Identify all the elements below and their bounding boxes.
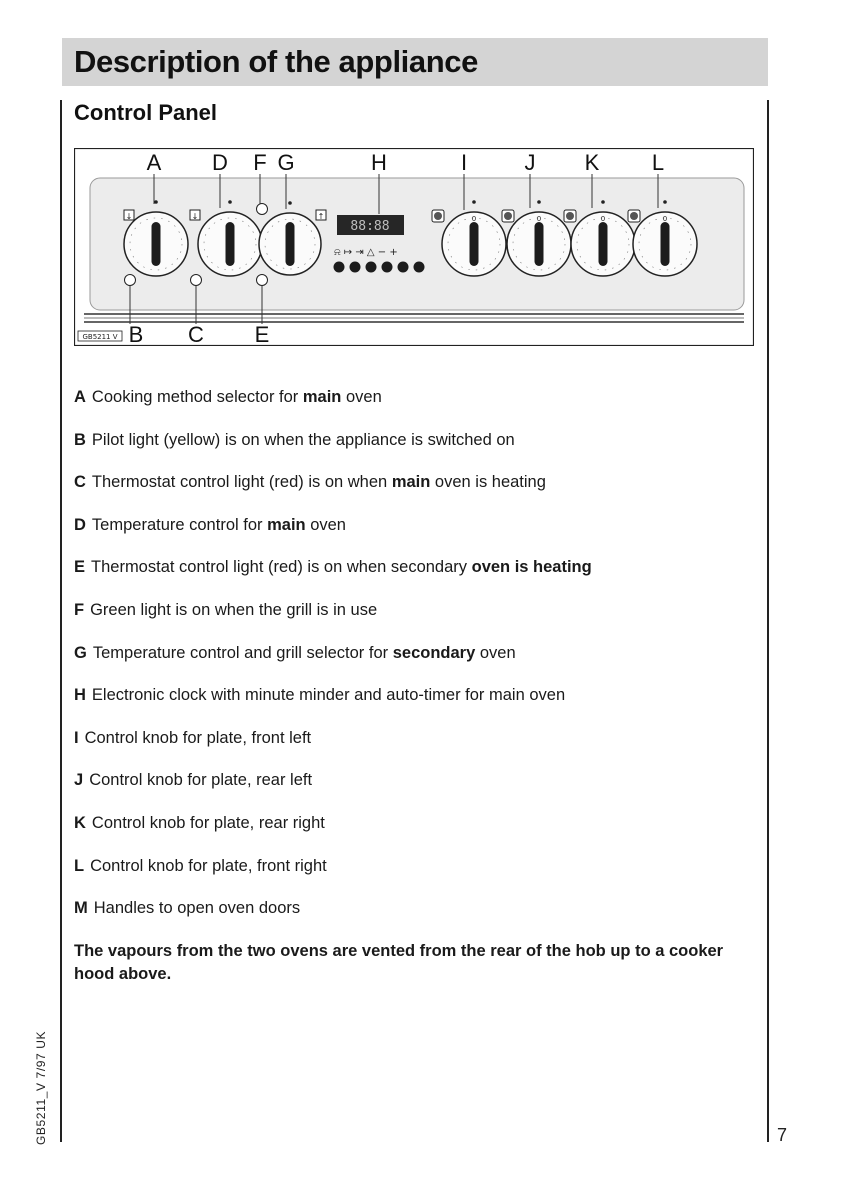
legend-text: Electronic clock with minute minder and auto-timer for main oven — [91, 686, 566, 705]
callout-f: F — [253, 150, 267, 175]
hob-plate-icon — [564, 210, 576, 222]
legend-text: oven — [475, 643, 516, 662]
arrow-down-icon: ↓ — [191, 212, 199, 221]
legend-text: Control knob for plate, rear left — [89, 771, 313, 790]
legend-item — [74, 684, 764, 727]
section-title: Control Panel — [74, 100, 218, 125]
main-thermostat-light — [191, 275, 202, 286]
legend-text: oven — [305, 515, 346, 534]
legend-key: J — [74, 771, 84, 790]
legend-item — [74, 514, 764, 557]
legend-emphasis: secondary — [392, 643, 476, 662]
legend-emphasis: main — [302, 388, 342, 406]
legend-text: Control knob for plate, rear right — [91, 813, 325, 832]
legend-text: Thermostat control light (red) is on when secondary — [91, 558, 472, 577]
legend-item — [74, 599, 764, 642]
figure-code: GB5211 V — [82, 333, 118, 341]
legend-text: oven — [341, 388, 382, 406]
legend-text: Cooking method selector for — [91, 388, 303, 406]
arrow-up-icon: ↑ — [317, 212, 325, 221]
legend-item — [74, 812, 764, 855]
callout-c: C — [188, 322, 204, 346]
legend-text: Control knob for plate, front left — [84, 728, 312, 747]
legend-key: K — [74, 813, 86, 832]
callout-g: G — [277, 150, 295, 175]
legend-key: L — [74, 856, 85, 875]
legend-key: A — [74, 388, 86, 406]
callout-a: A — [146, 150, 162, 175]
knob-zero-mark: 0 — [662, 215, 668, 223]
hob-plate-icon — [502, 210, 514, 222]
callout-k: K — [584, 150, 600, 175]
legend-key: D — [74, 515, 86, 534]
legend-text: Green light is on when the grill is in use — [90, 600, 378, 619]
legend-key: C — [74, 473, 86, 492]
clock-button[interactable] — [398, 262, 409, 273]
page-number: 7 — [777, 1125, 788, 1145]
clock-button[interactable] — [366, 262, 377, 273]
legend-list — [74, 386, 764, 940]
legend-key: E — [74, 558, 86, 577]
legend-key: M — [74, 899, 88, 918]
clock-symbols: ⍾ ↦ ⇥ △ − + — [334, 247, 398, 258]
clock-button[interactable] — [414, 262, 425, 273]
legend-text: Handles to open oven doors — [93, 899, 301, 918]
legend-text: oven is heating — [430, 473, 546, 492]
legend-text: Temperature control for — [91, 515, 268, 534]
left-margin-rule — [60, 100, 62, 1142]
arrow-down-icon: ↓ — [125, 212, 133, 221]
legend-emphasis: main — [391, 473, 431, 492]
callout-h: H — [371, 150, 387, 175]
legend-item — [74, 897, 764, 940]
vapour-note: The vapours from the two ovens are vented from the rear of the hob up to a cooker hood above. — [74, 942, 724, 983]
legend-item — [74, 386, 764, 429]
document-code: GB5211_V 7/97 UK — [34, 1030, 48, 1145]
callout-d: D — [212, 150, 228, 175]
callout-i: I — [460, 150, 468, 175]
grill-light — [257, 204, 268, 215]
callout-l: L — [651, 150, 665, 175]
clock-display-text: 88:88 — [350, 219, 390, 234]
knob-zero-mark: 0 — [471, 215, 477, 223]
page-title: Description of the appliance — [74, 44, 478, 79]
secondary-thermostat-light — [257, 275, 268, 286]
legend-key: H — [74, 686, 86, 705]
legend-item — [74, 855, 764, 898]
hob-plate-icon — [432, 210, 444, 222]
legend-key: B — [74, 430, 86, 449]
callout-b: B — [128, 322, 144, 346]
legend-text: Control knob for plate, front right — [90, 856, 327, 875]
legend-text: Temperature control and grill selector for — [92, 643, 393, 662]
control-panel-figure — [74, 148, 754, 346]
knob-zero-mark: 0 — [536, 215, 542, 223]
legend-item — [74, 642, 764, 685]
legend-key: I — [74, 728, 79, 747]
clock-button[interactable] — [382, 262, 393, 273]
legend-key: G — [74, 643, 87, 662]
knob-zero-mark: 0 — [600, 215, 606, 223]
legend-emphasis: oven is heating — [471, 558, 592, 577]
legend-item — [74, 556, 764, 599]
right-margin-rule — [767, 100, 769, 1142]
callout-e: E — [254, 322, 270, 346]
pilot-light — [125, 275, 136, 286]
legend-item — [74, 429, 764, 472]
clock-button[interactable] — [350, 262, 361, 273]
legend-item — [74, 471, 764, 514]
legend-text: Thermostat control light (red) is on when — [91, 473, 392, 492]
legend-item — [74, 769, 764, 812]
legend-text: Pilot light (yellow) is on when the appliance is switched on — [91, 430, 515, 449]
legend-item — [74, 727, 764, 770]
legend-key: F — [74, 600, 85, 619]
legend-emphasis: main — [267, 515, 306, 534]
clock-button[interactable] — [334, 262, 345, 273]
callout-j: J — [524, 150, 536, 175]
hob-plate-icon — [628, 210, 640, 222]
